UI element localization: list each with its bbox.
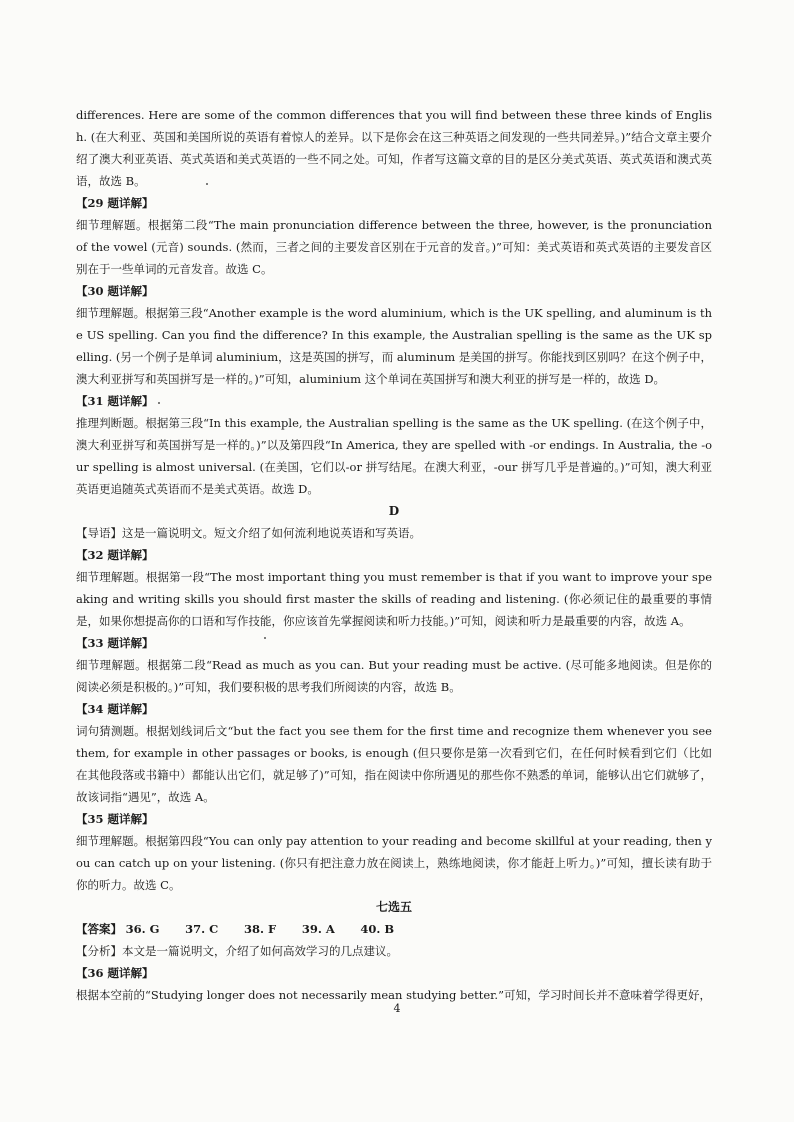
scan-speck xyxy=(158,402,160,404)
answer-key xyxy=(76,918,712,940)
heading-q29: 【29 题详解】 xyxy=(76,196,154,210)
paragraph-q33-explanation: 细节理解题。根据第二段“Read as much as you can. But your reading must be active. (尽可能多地阅读。但是你的阅读必须是积极的。)”可知，我们要积极的思考我们所阅读的内容，故选 B。 xyxy=(76,658,712,694)
paragraph-q31-explanation: 推理判断题。根据第三段“In this example, the Australian spelling is the same as the UK spelling. (在这个例子中，澳大利亚拼写和英国拼写是一样的。)”以及第四段“In America, they are spelled with -or endings. In Australia, the -our spelling is almost universal. (在美国，它们以-or 拼写结尾。在澳大利亚，-our 拼写几乎是普遍的。)”可知，澳大利亚英语更追随英式英语而不是美式英语。故选 D。 xyxy=(76,416,712,496)
answer-key-label: 【答案】 xyxy=(76,922,122,936)
paragraph-q34-explanation: 词句猜测题。根据划线词后文“but the fact you see them for the first time and recognize them whenever you see them, for example in other passages or books, is enough (但只要你是第一次看到它们，在任何时候看到它们（比如在其他段落或书籍中）都能认出它们，就足够了)”可知，指在阅读中你所遇见的那些你不熟悉的单词，能够认出它们就够了，故该词指“遇见”，故选 A。 xyxy=(76,724,712,804)
answer-40: 40. B xyxy=(360,922,395,936)
heading-q32: 【32 题详解】 xyxy=(76,548,154,562)
answer-37: 37. C xyxy=(185,922,219,936)
section-title-seven-choose-five: 七选五 xyxy=(375,900,412,914)
paragraph-q35-explanation: 细节理解题。根据第四段“You can only pay attention to your reading and become skillful at your reading, then you can catch up on your listening. (你只有把注意力放在阅读上，熟练地阅读，你才能赶上听力。)”可知，擅长读有助于你的听力。故选 C。 xyxy=(76,834,712,892)
paragraph-intro-d: 【导语】这是一篇说明文。短文介绍了如何流利地说英语和写英语。 xyxy=(76,526,421,540)
document-body xyxy=(76,104,712,1006)
heading-q34: 【34 题详解】 xyxy=(76,702,154,716)
page-number: 4 xyxy=(393,1002,401,1015)
paragraph-q36-explanation: 根据本空前的“Studying longer does not necessarily mean studying better.”可知，学习时间长并不意味着学得更好， xyxy=(76,988,711,1002)
scan-speck xyxy=(264,637,266,639)
heading-q36: 【36 题详解】 xyxy=(76,966,154,980)
heading-q35: 【35 题详解】 xyxy=(76,812,154,826)
section-title-d: D xyxy=(388,504,400,518)
paragraph-q28-conclusion: differences. Here are some of the common differences that you will find between these three kinds of English. (在大利亚、英国和美国所说的英语有着惊人的差异。以下是你会在这三种英语之间发现的一些共同差异。)”结合文章主要介绍了澳大利亚英语、英式英语和美式英语的一些不同之处。可知，作者写这篇文章的目的是区分美式英语、英式英语和澳式英语，故选 B。 xyxy=(76,108,712,188)
heading-q31: 【31 题详解】 xyxy=(76,394,154,408)
paragraph-analysis: 【分析】本文是一篇说明文，介绍了如何高效学习的几点建议。 xyxy=(76,944,398,958)
paragraph-q32-explanation: 细节理解题。根据第一段“The most important thing you must remember is that if you want to improve your speaking and writing skills you should first master the skills of reading and listening. (你必须记住的最重要的事情是，如果你想提高你的口语和写作技能，你应该首先掌握阅读和听力技能。)”可知，阅读和听力是最重要的内容，故选 A。 xyxy=(76,570,712,628)
paragraph-q29-explanation: 细节理解题。根据第二段“The main pronunciation difference between the three, however, is the pronunciation of the vowel (元音) sounds. (然而，三者之间的主要发音区别在于元音的发音。)”可知：美式英语和英式英语的主要发音区别在于一些单词的元音发音。故选 C。 xyxy=(76,218,712,276)
heading-q33: 【33 题详解】 xyxy=(76,636,154,650)
answer-38: 38. F xyxy=(243,922,277,936)
paragraph-q30-explanation: 细节理解题。根据第三段“Another example is the word aluminium, which is the UK spelling, and aluminum is the US spelling. Can you find the difference? In this example, the Australian spelling is the same as the UK spelling. (另一个例子是单词 aluminium，这是英国的拼写，而 aluminum 是美国的拼写。你能找到区别吗？在这个例子中，澳大利亚拼写和英国拼写是一样的。)”可知，aluminium 这个单词在英国拼写和澳大利亚的拼写是一样的，故选 D。 xyxy=(76,306,712,386)
answer-39: 39. A xyxy=(301,922,335,936)
scan-speck xyxy=(206,183,208,185)
answer-36: 36. G xyxy=(125,922,160,936)
heading-q30: 【30 题详解】 xyxy=(76,284,154,298)
